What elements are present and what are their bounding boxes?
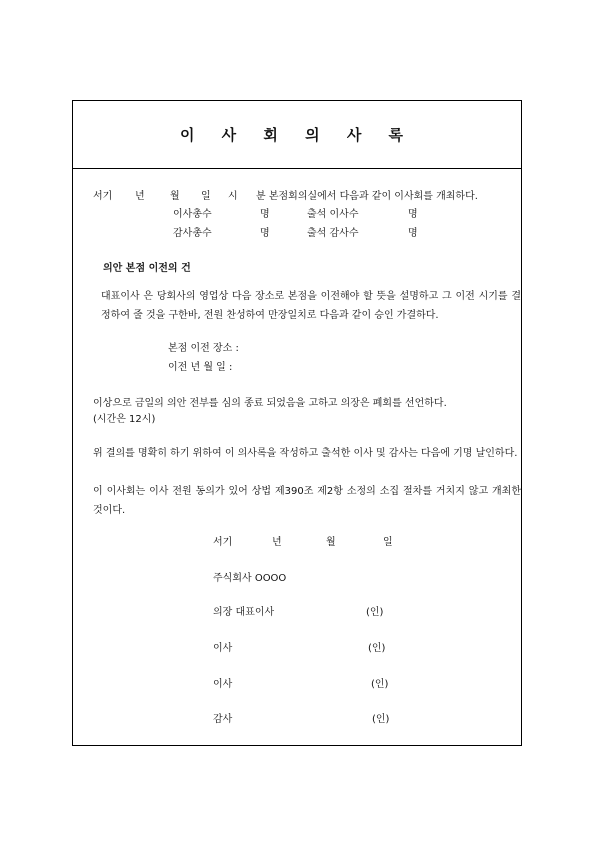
closing-time: (시간은 12시) bbox=[93, 414, 156, 425]
director-seal-1: (인) bbox=[368, 643, 386, 654]
agenda-body: 대표이사 은 당회사의 영업상 다음 장소로 본점을 이전해야 할 뜻을 설명하고 그 이전 시기를 결정하여 줄 것을 구한바, 전원 찬성하여 만장일치로 다음과 같이 승인 가결하다. bbox=[101, 291, 521, 321]
opening-si: 시 bbox=[228, 191, 238, 202]
chair-seal: (인) bbox=[366, 607, 384, 618]
auditor-label: 감사 bbox=[213, 714, 233, 725]
auditors-total-label: 감사총수 bbox=[173, 228, 212, 239]
procedure-waiver-text: 이 이사회는 이사 전원 동의가 있어 상법 제390조 제2항 소정의 소집 절차를 거치지 않고 개최한 것이다. bbox=[93, 486, 521, 516]
director-label-2: 이사 bbox=[213, 679, 233, 690]
director-seal-2: (인) bbox=[371, 679, 389, 690]
relocation-date-label: 이전 년 월 일 : bbox=[168, 362, 233, 373]
opening-nyeon: 년 bbox=[135, 191, 145, 202]
minutes-frame bbox=[72, 100, 522, 746]
signature-wol: 월 bbox=[326, 537, 336, 548]
auditors-present-unit: 명 bbox=[408, 228, 418, 239]
directors-total-label: 이사총수 bbox=[173, 209, 212, 220]
directors-present-unit: 명 bbox=[408, 209, 418, 220]
company-name: 주식회사 OOOO bbox=[213, 573, 287, 584]
signature-nyeon: 년 bbox=[272, 537, 282, 548]
auditors-present-label: 출석 감사수 bbox=[307, 228, 359, 239]
opening-year: 서기 bbox=[93, 191, 113, 202]
attestation-text: 위 결의를 명확히 하기 위하여 이 의사록을 작성하고 출석한 이사 및 감사는 다음에 기명 날인하다. bbox=[93, 448, 518, 459]
auditors-unit: 명 bbox=[260, 228, 270, 239]
document-title: 이 사 회 의 사 록 bbox=[179, 126, 415, 144]
agenda-heading: 의안 본점 이전의 건 bbox=[103, 263, 191, 274]
opening-il: 일 bbox=[201, 191, 211, 202]
signature-year: 서기 bbox=[213, 537, 233, 548]
closing-text: 이상으로 금일의 의안 전부를 심의 종료 되었음을 고하고 의장은 폐회를 선언하다. bbox=[93, 398, 447, 409]
directors-unit: 명 bbox=[260, 209, 270, 220]
director-label-1: 이사 bbox=[213, 643, 233, 654]
title-row bbox=[73, 101, 521, 169]
chair-label: 의장 대표이사 bbox=[213, 607, 275, 618]
auditor-seal: (인) bbox=[372, 714, 390, 725]
opening-wol: 월 bbox=[170, 191, 180, 202]
signature-il: 일 bbox=[383, 537, 393, 548]
opening-text: 분 본점회의실에서 다음과 같이 이사회를 개최하다. bbox=[256, 191, 478, 202]
relocation-place-label: 본점 이전 장소 : bbox=[168, 343, 239, 354]
directors-present-label: 출석 이사수 bbox=[307, 209, 359, 220]
